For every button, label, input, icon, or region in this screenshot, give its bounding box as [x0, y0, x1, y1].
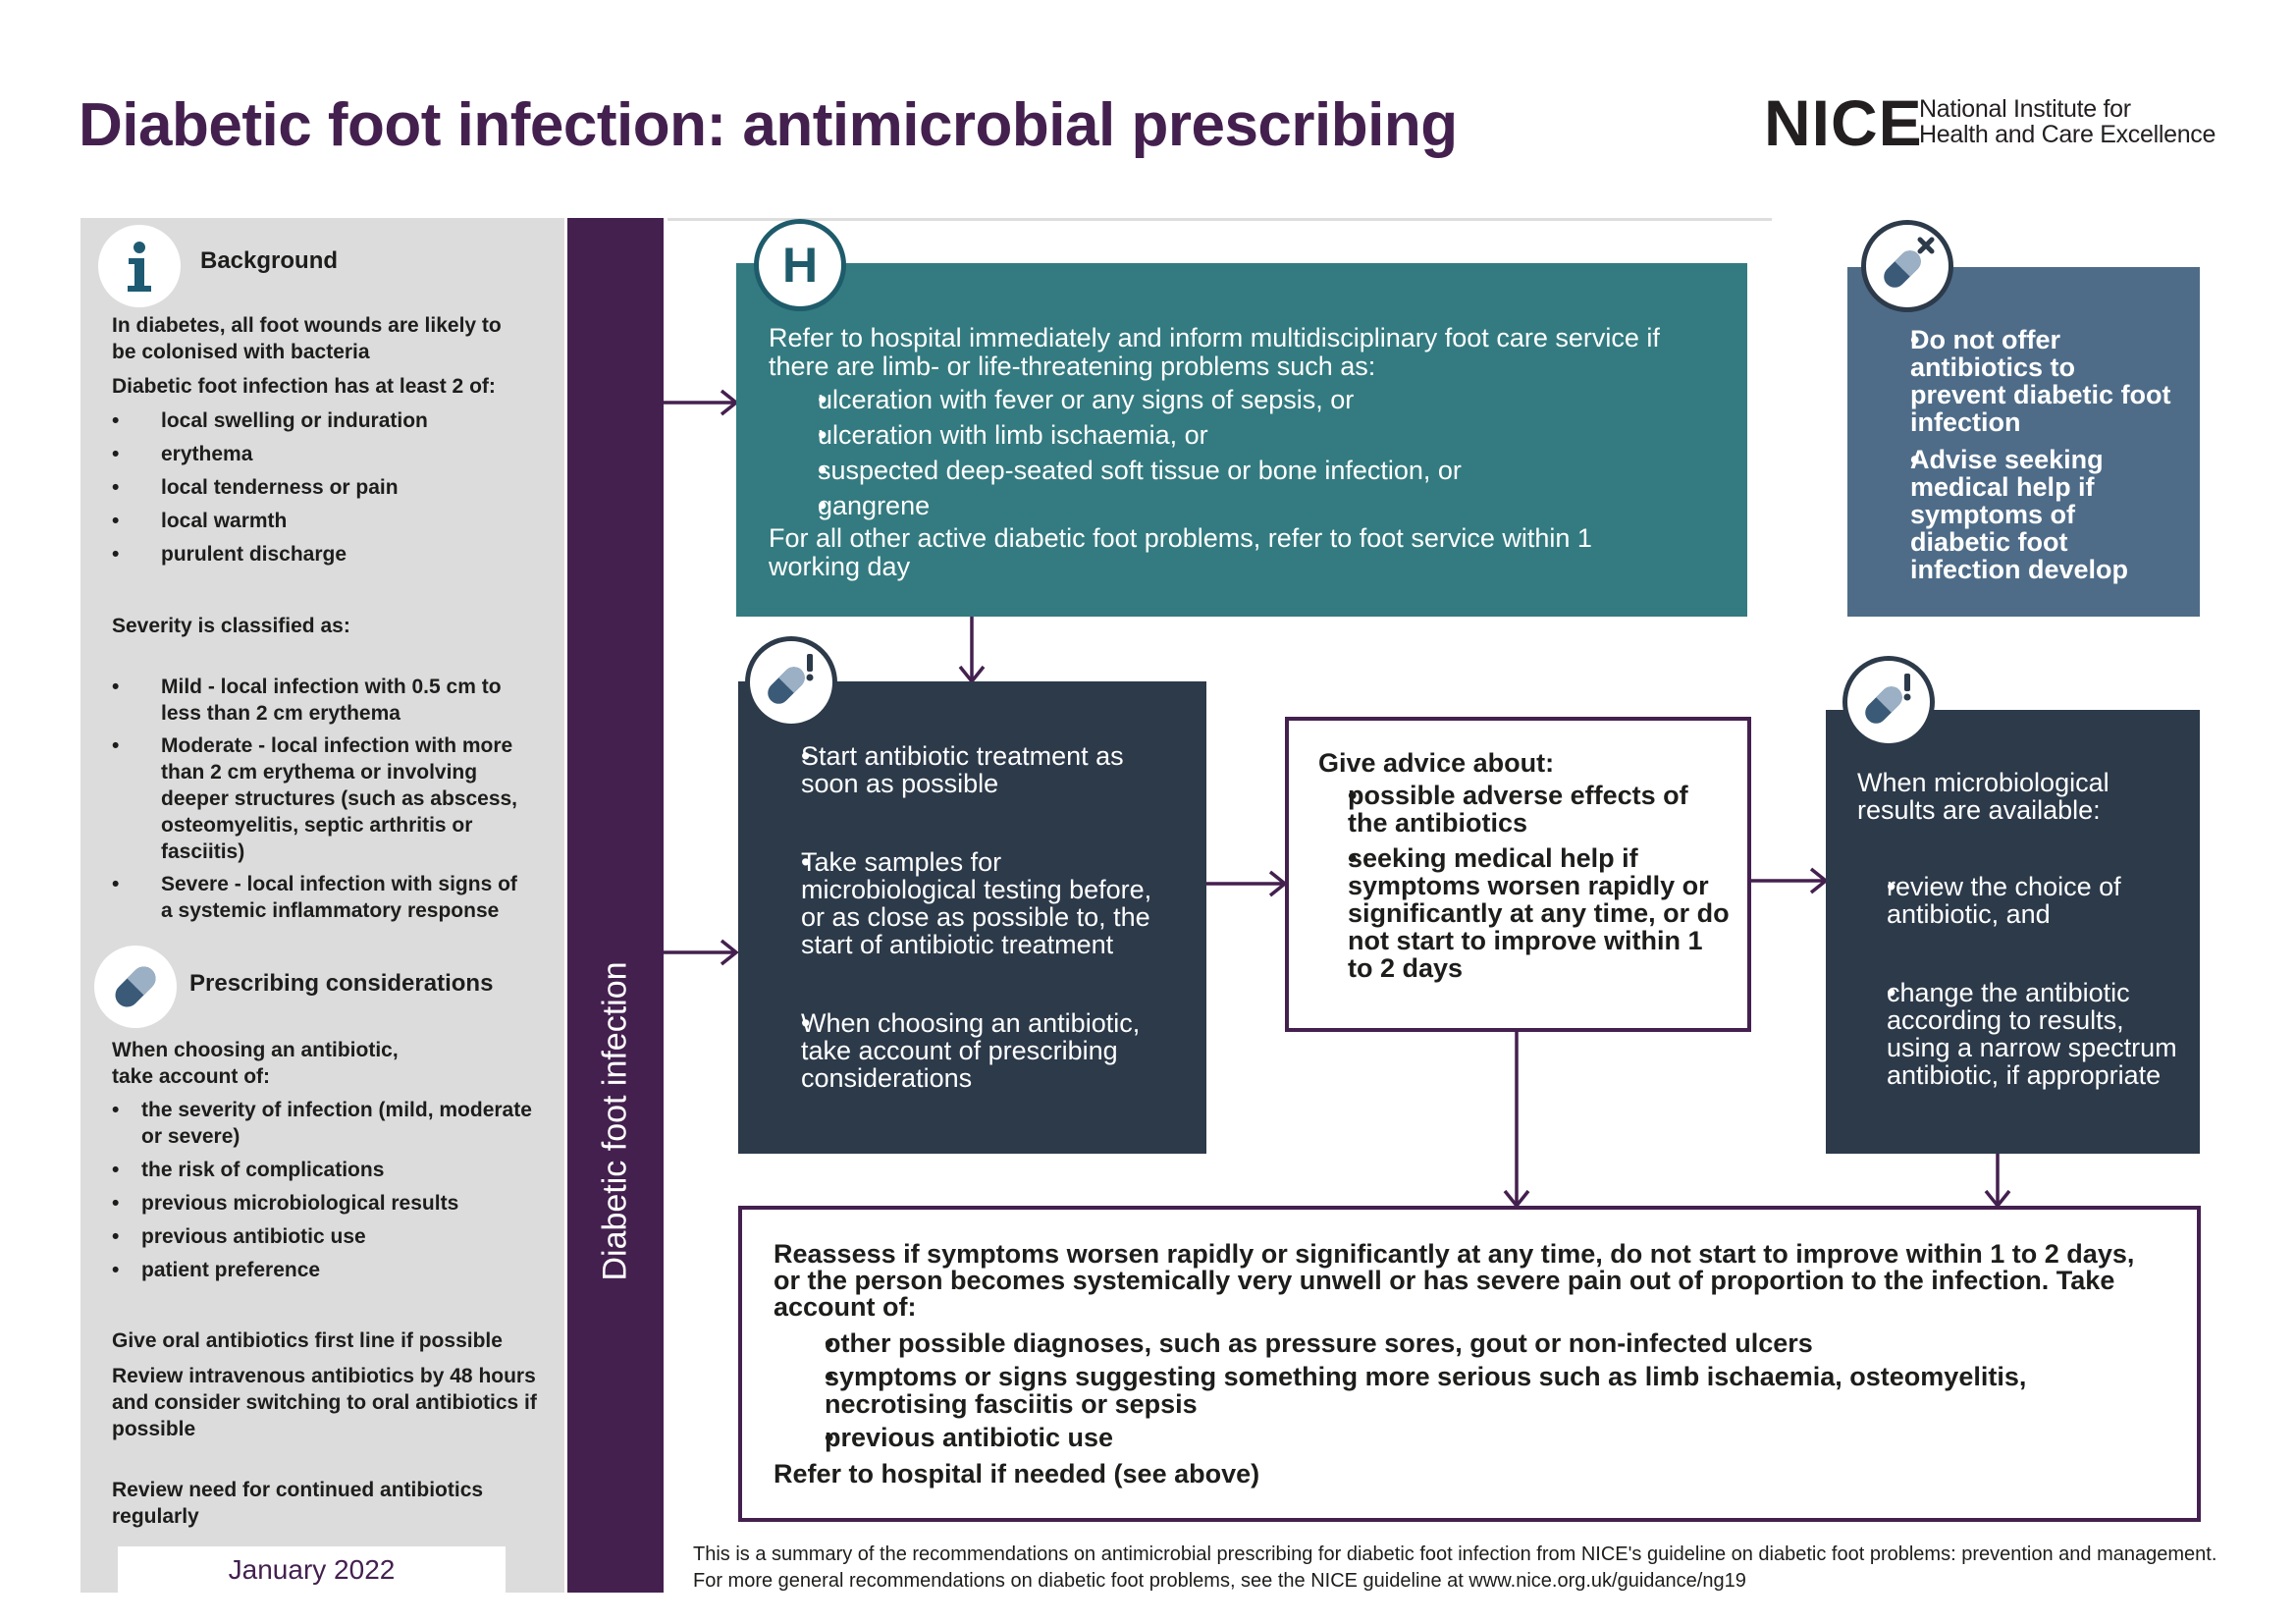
list-item: • local tenderness or pain — [112, 474, 544, 501]
review-need-text: Review need for continued antibiotics regularly — [112, 1479, 484, 1528]
list-item: • patient preference — [112, 1257, 534, 1283]
list-item: • purulent discharge — [112, 541, 544, 568]
list-item: • gangrene — [769, 491, 1711, 520]
hospital-outro: For all other active diabetic foot problems, refer to foot service within 1 working day — [769, 523, 1592, 581]
list-item: • Take samples for microbiological testing before, or as close as possible to, the start of antibiotic treatment — [768, 848, 1180, 958]
list-item: • erythema — [112, 441, 544, 467]
micro-intro: When microbiological results are available: — [1857, 768, 2109, 825]
logo-line-2: Health and Care Excellence — [1919, 121, 2216, 148]
oral-first-text: Give oral antibiotics first line if possible — [112, 1329, 503, 1352]
list-item: • previous microbiological results — [112, 1190, 534, 1217]
list-item: • ulceration with fever or any signs of sepsis, or — [769, 385, 1711, 414]
list-item: • ulceration with limb ischaemia, or — [769, 420, 1711, 450]
hospital-icon — [754, 219, 846, 311]
list-item: • the severity of infection (mild, moderate or severe) — [112, 1097, 534, 1150]
list-item: • Mild - local infection with 0.5 cm to less than 2 cm erythema — [112, 674, 534, 727]
advice-list — [1318, 782, 1731, 982]
reassess-list — [774, 1329, 2167, 1451]
footer-note: This is a summary of the recommendations on antimicrobial prescribing for diabetic foot infection from NICE's guideline on diabetic foot problems: prevention and management. For more general recommendations on diabetic foot problems, see the NICE guideline at www.nice.org.uk/guidance/ng19 — [693, 1543, 2217, 1592]
list-item: • Moderate - local infection with more than 2 cm erythema or involving deeper structures (such as abscess, osteomyelitis, septic arthritis or fasciitis) — [112, 732, 534, 865]
hospital-referral-box — [736, 263, 1747, 617]
list-item: • Severe - local infection with signs of a systemic inflammatory response — [112, 871, 534, 924]
list-item: • When choosing an antibiotic, take account of prescribing considerations — [768, 1009, 1180, 1092]
hospital-intro: Refer to hospital immediately and inform multidisciplinary foot care service if there are limb- or life-threatening problems such as: — [769, 323, 1660, 381]
list-item: • symptoms or signs suggesting something more serious such as limb ischaemia, osteomyelitis, necrotising fasciitis or sepsis — [774, 1363, 2167, 1418]
list-item: • local swelling or induration — [112, 407, 544, 434]
list-item: • Advise seeking medical help if symptoms of diabetic foot infection develop — [1877, 446, 2171, 583]
background-heading: Background — [200, 247, 339, 274]
date-label: January 2022 — [118, 1546, 506, 1593]
medication-alert-icon — [1842, 656, 1935, 748]
hospital-icon-letter: H — [781, 238, 819, 293]
vertical-label: Diabetic foot infection — [596, 961, 634, 1281]
list-item: • possible adverse effects of the antibiotics — [1318, 782, 1731, 837]
list-item: • suspected deep-seated soft tissue or bone infection, or — [769, 456, 1711, 485]
micro-list — [1857, 873, 2181, 1089]
medication-alert-icon — [745, 636, 837, 729]
colonised-text: In diabetes, all foot wounds are likely to be colonised with bacteria — [112, 314, 502, 363]
review-iv-text: Review intravenous antibiotics by 48 hours and consider switching to oral antibiotics if possible — [112, 1365, 537, 1440]
prevention-box — [1847, 267, 2200, 617]
prevention-list — [1877, 326, 2171, 583]
start-list — [768, 742, 1180, 1092]
list-item: • Do not offer antibiotics to prevent diabetic foot infection — [1877, 326, 2171, 436]
list-item: • previous antibiotic use — [112, 1223, 534, 1250]
list-item: • local warmth — [112, 508, 544, 534]
hospital-list — [769, 385, 1711, 520]
reassess-outro: Refer to hospital if needed (see above) — [774, 1459, 1260, 1489]
reassess-box — [738, 1206, 2201, 1522]
list-item: • Start antibiotic treatment as soon as possible — [768, 742, 1180, 797]
microbiology-box — [1826, 710, 2200, 1154]
advice-heading: Give advice about: — [1318, 748, 1555, 778]
logo-line-1: National Institute for — [1919, 95, 2131, 123]
choosing-intro: When choosing an antibiotic, take account of: — [112, 1039, 399, 1088]
list-item: • other possible diagnoses, such as pressure sores, gout or non-infected ulcers — [774, 1329, 2167, 1357]
no-medication-icon — [1861, 220, 1953, 312]
page-title: Diabetic foot infection: antimicrobial prescribing — [79, 91, 1458, 159]
prescribing-heading: Prescribing considerations — [189, 970, 494, 997]
advice-box — [1285, 717, 1751, 1032]
list-item: • the risk of complications — [112, 1157, 534, 1183]
list-item: • review the choice of antibiotic, and — [1857, 873, 2181, 928]
reassess-intro: Reassess if symptoms worsen rapidly or significantly at any time, do not start to improve within 1 to 2 days, or the person becomes systemically very unwell or has severe pain out of proportion to the infection. Take account of: — [774, 1239, 2135, 1322]
start-treatment-box — [738, 681, 1206, 1154]
list-item: • change the antibiotic according to results, using a narrow spectrum antibiotic, if appropriate — [1857, 979, 2181, 1089]
logo-mark: NICE — [1764, 86, 1923, 159]
infection-intro: Diabetic foot infection has at least 2 of: — [112, 375, 496, 398]
list-item: • previous antibiotic use — [774, 1424, 2167, 1451]
severity-intro: Severity is classified as: — [112, 615, 350, 637]
list-item: • seeking medical help if symptoms worsen rapidly or significantly at any time, or do not start to improve within 1 to 2 days — [1318, 844, 1731, 982]
